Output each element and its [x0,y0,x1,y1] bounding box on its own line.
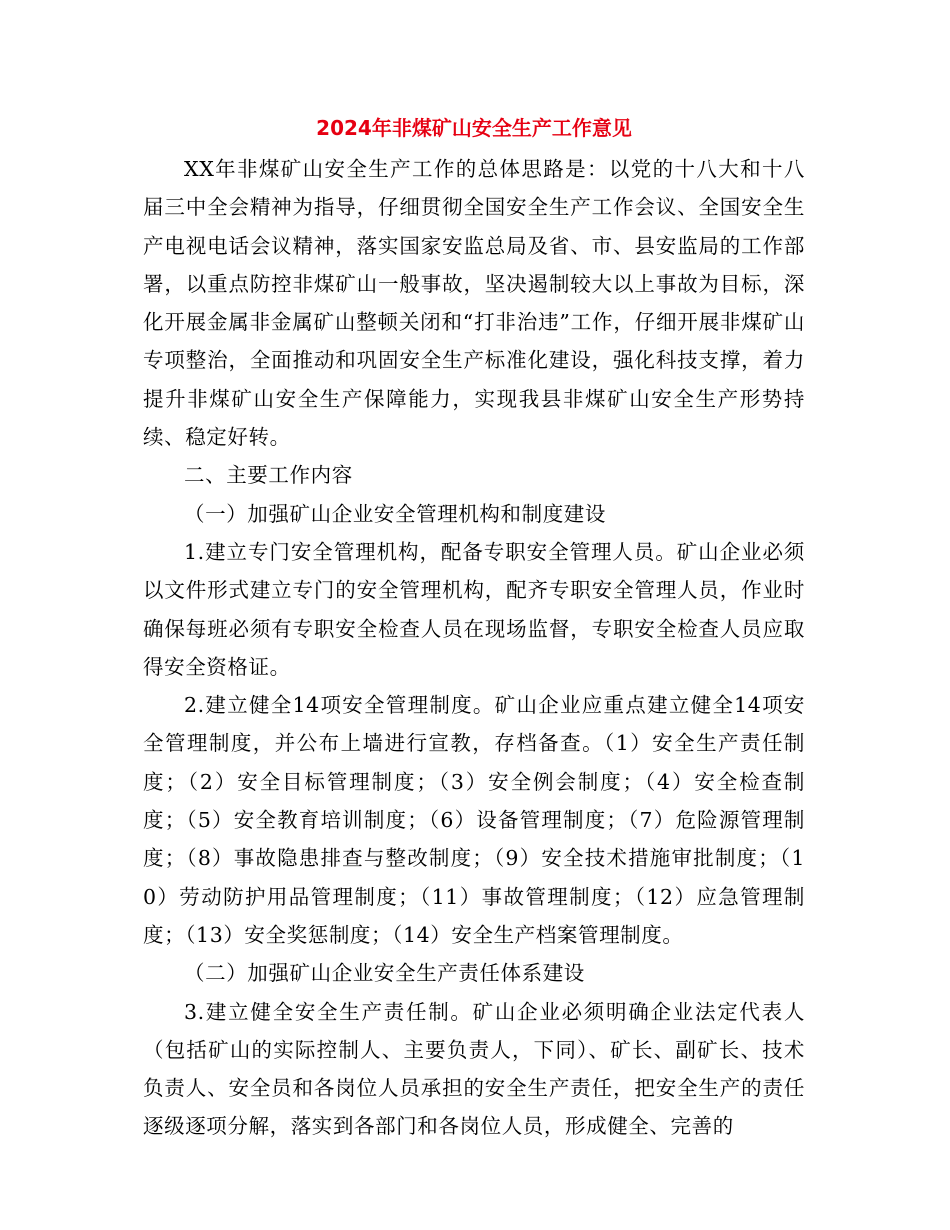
paragraph-overall-approach: XX年非煤矿山安全生产工作的总体思路是：以党的十八大和十八届三中全会精神为指导，仔细贯彻全国安全生产工作会议、全国安全生产电视电话会议精神，落实国家安监总局及省、市、县安监局的工作部署，以重点防控非煤矿山一般事故，坚决遏制较大以上事故为目标，深化开展金属非金属矿山整顿关闭和“打非治违”工作，仔细开展非煤矿山专项整治，全面推动和巩固安全生产标准化建设，强化科技支撑，着力提升非煤矿山安全生产保障能力，实现我县非煤矿山安全生产形势持续、稳定好转。 [143,157,805,450]
paragraph-item-1: 1.建立专门安全管理机构，配备专职安全管理人员。矿山企业必须以文件形式建立专门的安全管理机构，配齐专职安全管理人员，作业时确保每班必须有专职安全检查人员在现场监督，专职安全检查人员应取得安全资格证。 [143,539,805,679]
document-title: 2024年非煤矿山安全生产工作意见 [316,116,632,140]
paragraph-item-3: 3.建立健全安全生产责任制。矿山企业必须明确企业法定代表人（包括矿山的实际控制人、主要负责人，下同）、矿长、副矿长、技术负责人、安全员和各岗位人员承担的安全生产责任，把安全生产的责任逐级逐项分解，落实到各部门和各岗位人员，形成健全、完善的 [143,999,805,1139]
subsection-heading-2: （二）加强矿山企业安全生产责任体系建设 [184,961,585,986]
section-heading-main-work: 二、主要工作内容 [184,463,353,488]
subsection-heading-1: （一）加强矿山企业安全管理机构和制度建设 [184,501,606,526]
document-page [143,112,805,1146]
paragraph-item-2: 2.建立健全14项安全管理制度。矿山企业应重点建立健全14项安全管理制度，并公布上墙进行宣教，存档备查。（1）安全生产责任制度；（2）安全目标管理制度；（3）安全例会制度；（4）安全检查制度；（5）安全教育培训制度；（6）设备管理制度；（7）危险源管理制度；（8）事故隐患排查与整改制度；（9）安全技术措施审批制度；（10）劳动防护用品管理制度；（11）事故管理制度；（12）应急管理制度；（13）安全奖惩制度；（14）安全生产档案管理制度。 [143,693,806,947]
